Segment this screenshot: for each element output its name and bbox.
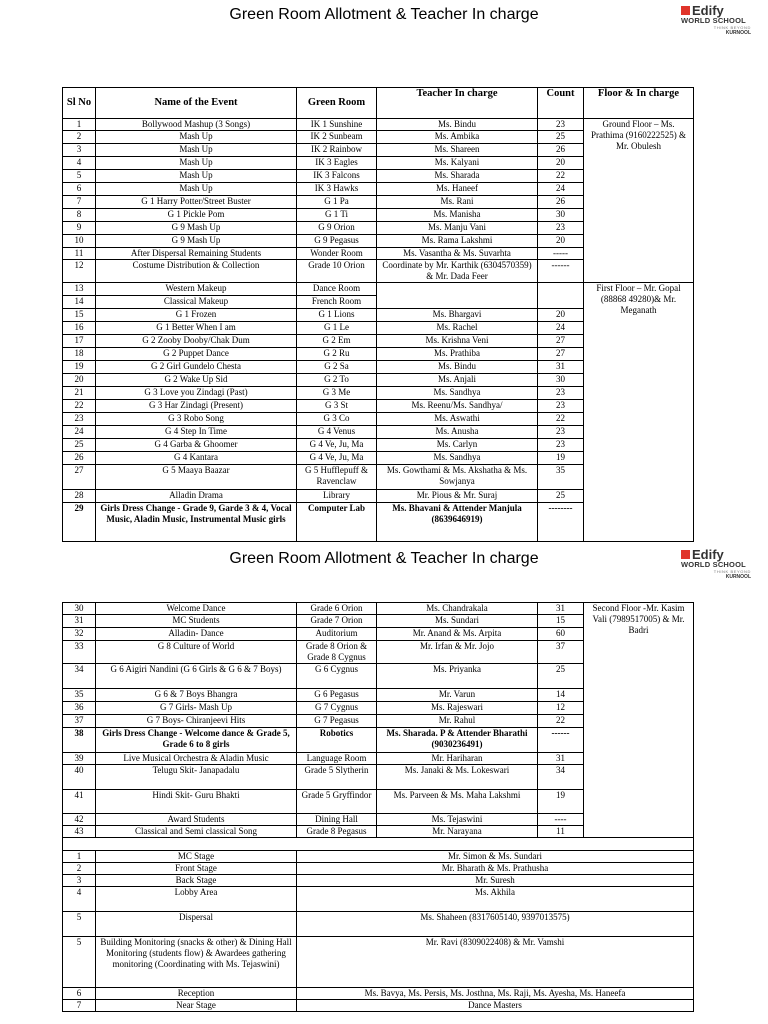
teacher-cell: Mr. Narayana bbox=[377, 826, 538, 838]
green-room-cell: Grade 7 Orion bbox=[297, 615, 377, 628]
event-name-cell: Classical Makeup bbox=[96, 296, 297, 309]
serial-number-cell: 41 bbox=[63, 790, 96, 814]
duty-area-cell: Back Stage bbox=[96, 875, 297, 887]
serial-number-cell: 11 bbox=[63, 248, 96, 260]
duty-row bbox=[63, 887, 694, 912]
count-cell: 30 bbox=[538, 374, 584, 387]
serial-number-cell: 21 bbox=[63, 387, 96, 400]
green-room-cell: G 1 Ti bbox=[297, 209, 377, 222]
green-room-cell: G 3 Me bbox=[297, 387, 377, 400]
serial-number-cell: 37 bbox=[63, 715, 96, 728]
count-cell: 34 bbox=[538, 765, 584, 790]
teacher-cell: Ms. Bhavani & Attender Manjula (8639646919) bbox=[377, 503, 538, 542]
green-room-cell: G 4 Ve, Ju, Ma bbox=[297, 452, 377, 465]
teacher-cell: Mr. Varun bbox=[377, 689, 538, 702]
count-cell: 23 bbox=[538, 222, 584, 235]
serial-number-cell: 34 bbox=[63, 664, 96, 689]
serial-number-cell: 5 bbox=[63, 912, 96, 937]
teacher-cell: Ms. Parveen & Ms. Maha Lakshmi bbox=[377, 790, 538, 814]
duty-staff-cell: Ms. Akhila bbox=[297, 887, 694, 912]
floor-incharge-cell: Ground Floor – Ms. Prathima (9160222525) & Mr. Obulesh bbox=[584, 119, 694, 283]
serial-number-cell: 16 bbox=[63, 322, 96, 335]
teacher-cell: Ms. Haneef bbox=[377, 183, 538, 196]
serial-number-cell: 7 bbox=[63, 1000, 96, 1012]
event-name-cell: Mash Up bbox=[96, 144, 297, 157]
serial-number-cell: 29 bbox=[63, 503, 96, 542]
teacher-cell: Ms. Sundari bbox=[377, 615, 538, 628]
floor-incharge-cell: First Floor – Mr. Gopal (88868 49280)& Mr. Meganath bbox=[584, 283, 694, 542]
green-room-cell: G 2 Sa bbox=[297, 361, 377, 374]
green-room-cell: Computer Lab bbox=[297, 503, 377, 542]
serial-number-cell: 42 bbox=[63, 814, 96, 826]
event-name-cell: G 2 Puppet Dance bbox=[96, 348, 297, 361]
event-name-cell: MC Students bbox=[96, 615, 297, 628]
serial-number-cell: 1 bbox=[63, 119, 96, 131]
serial-number-cell: 27 bbox=[63, 465, 96, 490]
duty-area-cell: Front Stage bbox=[96, 863, 297, 875]
teacher-cell: Ms. Manju Vani bbox=[377, 222, 538, 235]
event-name-cell: Mash Up bbox=[96, 183, 297, 196]
teacher-cell: Ms. Sandhya bbox=[377, 387, 538, 400]
green-room-cell: Grade 10 Orion bbox=[297, 260, 377, 283]
teacher-cell: Ms. Sharada bbox=[377, 170, 538, 183]
serial-number-cell: 23 bbox=[63, 413, 96, 426]
serial-number-cell: 4 bbox=[63, 887, 96, 912]
event-name-cell: Classical and Semi classical Song bbox=[96, 826, 297, 838]
column-header: Name of the Event bbox=[96, 88, 297, 119]
event-name-cell: Live Musical Orchestra & Aladin Music bbox=[96, 753, 297, 765]
teacher-cell: Ms. Priyanka bbox=[377, 664, 538, 689]
green-room-cell: IK 3 Eagles bbox=[297, 157, 377, 170]
count-cell: 26 bbox=[538, 144, 584, 157]
column-header: Sl No bbox=[63, 88, 96, 119]
teacher-cell: Ms. Kalyani bbox=[377, 157, 538, 170]
page-header-2 bbox=[0, 544, 768, 584]
duty-staff-cell: Ms. Shaheen (8317605140, 9397013575) bbox=[297, 912, 694, 937]
count-cell: 30 bbox=[538, 209, 584, 222]
teacher-cell: Ms. Manisha bbox=[377, 209, 538, 222]
duty-row bbox=[63, 851, 694, 863]
event-name-cell: Costume Distribution & Collection bbox=[96, 260, 297, 283]
edify-logo: Edify WORLD SCHOOL THINK BEYOND KURNOOL bbox=[681, 3, 751, 36]
event-name-cell: G 2 Wake Up Sid bbox=[96, 374, 297, 387]
duty-staff-cell: Mr. Ravi (8309022408) & Mr. Vamshi bbox=[297, 937, 694, 988]
teacher-cell: Ms. Bindu bbox=[377, 119, 538, 131]
column-header: Teacher In charge bbox=[377, 88, 538, 119]
event-name-cell: G 9 Mash Up bbox=[96, 222, 297, 235]
count-cell: 20 bbox=[538, 157, 584, 170]
green-room-cell: G 6 Pegasus bbox=[297, 689, 377, 702]
green-room-cell: IK 3 Hawks bbox=[297, 183, 377, 196]
spacer-cell bbox=[63, 838, 694, 851]
duty-staff-cell: Mr. Simon & Ms. Sundari bbox=[297, 851, 694, 863]
allotment-table-1 bbox=[62, 87, 694, 542]
green-room-cell: Grade 8 Pegasus bbox=[297, 826, 377, 838]
count-cell: 12 bbox=[538, 702, 584, 715]
serial-number-cell: 19 bbox=[63, 361, 96, 374]
green-room-cell: Auditorium bbox=[297, 628, 377, 641]
teacher-cell: Ms. Rachel bbox=[377, 322, 538, 335]
green-room-cell: G 1 Le bbox=[297, 322, 377, 335]
serial-number-cell: 28 bbox=[63, 490, 96, 503]
serial-number-cell: 12 bbox=[63, 260, 96, 283]
duty-staff-cell: Mr. Bharath & Ms. Prathusha bbox=[297, 863, 694, 875]
serial-number-cell: 6 bbox=[63, 183, 96, 196]
green-room-cell: IK 3 Falcons bbox=[297, 170, 377, 183]
teacher-cell: Mr. Irfan & Mr. Jojo bbox=[377, 641, 538, 664]
duty-staff-cell: Dance Masters bbox=[297, 1000, 694, 1012]
duty-row bbox=[63, 1000, 694, 1012]
teacher-cell: Ms. Vasantha & Ms. Suvarhta bbox=[377, 248, 538, 260]
serial-number-cell: 2 bbox=[63, 863, 96, 875]
green-room-cell: Library bbox=[297, 490, 377, 503]
count-cell: 22 bbox=[538, 170, 584, 183]
green-room-cell: G 2 Em bbox=[297, 335, 377, 348]
teacher-cell: Ms. Janaki & Ms. Lokeswari bbox=[377, 765, 538, 790]
serial-number-cell: 43 bbox=[63, 826, 96, 838]
event-name-cell: G 2 Girl Gundelo Chesta bbox=[96, 361, 297, 374]
teacher-cell: Mr. Hariharan bbox=[377, 753, 538, 765]
teacher-cell: Ms. Chandrakala bbox=[377, 603, 538, 615]
green-room-cell: G 4 Ve, Ju, Ma bbox=[297, 439, 377, 452]
green-room-cell: IK 1 Sunshine bbox=[297, 119, 377, 131]
serial-number-cell: 7 bbox=[63, 196, 96, 209]
count-cell: 24 bbox=[538, 322, 584, 335]
serial-number-cell: 14 bbox=[63, 296, 96, 309]
serial-number-cell: 10 bbox=[63, 235, 96, 248]
serial-number-cell: 17 bbox=[63, 335, 96, 348]
serial-number-cell: 20 bbox=[63, 374, 96, 387]
serial-number-cell: 3 bbox=[63, 144, 96, 157]
green-room-cell: IK 2 Rainbow bbox=[297, 144, 377, 157]
green-room-cell: G 9 Orion bbox=[297, 222, 377, 235]
event-name-cell: Girls Dress Change - Welcome dance & Grade 5, Grade 6 to 8 girls bbox=[96, 728, 297, 753]
event-name-cell: Western Makeup bbox=[96, 283, 297, 296]
green-room-cell: French Room bbox=[297, 296, 377, 309]
event-name-cell: G 7 Boys- Chiranjeevi Hits bbox=[96, 715, 297, 728]
count-cell: 35 bbox=[538, 465, 584, 490]
duty-area-cell: MC Stage bbox=[96, 851, 297, 863]
teacher-cell: Ms. Sharada. P & Attender Bharathi (9030236491) bbox=[377, 728, 538, 753]
serial-number-cell: 38 bbox=[63, 728, 96, 753]
edify-logo: Edify WORLD SCHOOL THINK BEYOND KURNOOL bbox=[681, 547, 751, 580]
event-name-cell: G 6 & 7 Boys Bhangra bbox=[96, 689, 297, 702]
duty-row bbox=[63, 937, 694, 988]
teacher-cell: Ms. Rani bbox=[377, 196, 538, 209]
teacher-cell: Ms. Ambika bbox=[377, 131, 538, 144]
count-cell: 20 bbox=[538, 235, 584, 248]
count-cell: 31 bbox=[538, 753, 584, 765]
event-name-cell: G 3 Robo Song bbox=[96, 413, 297, 426]
count-cell: 19 bbox=[538, 452, 584, 465]
count-cell: 25 bbox=[538, 490, 584, 503]
event-name-cell: Alladin- Dance bbox=[96, 628, 297, 641]
serial-number-cell: 35 bbox=[63, 689, 96, 702]
green-room-cell: Dance Room bbox=[297, 283, 377, 296]
teacher-cell: Ms. Anusha bbox=[377, 426, 538, 439]
event-name-cell: G 1 Frozen bbox=[96, 309, 297, 322]
duty-area-cell: Building Monitoring (snacks & other) & Dining Hall Monitoring (students flow) & Awardees gathering monitoring (Coordinating with Ms. Tejaswini) bbox=[96, 937, 297, 988]
event-name-cell: G 1 Pickle Pom bbox=[96, 209, 297, 222]
document-title: Green Room Allotment & Teacher In charge bbox=[229, 550, 539, 567]
count-cell: 23 bbox=[538, 387, 584, 400]
green-room-cell: G 2 To bbox=[297, 374, 377, 387]
count-cell: 31 bbox=[538, 361, 584, 374]
event-name-cell: Welcome Dance bbox=[96, 603, 297, 615]
allotment-table-2 bbox=[62, 602, 694, 1012]
table-header-row bbox=[63, 88, 694, 119]
table-row bbox=[63, 283, 694, 296]
serial-number-cell: 13 bbox=[63, 283, 96, 296]
event-name-cell: G 8 Culture of World bbox=[96, 641, 297, 664]
green-room-cell: G 7 Cygnus bbox=[297, 702, 377, 715]
serial-number-cell: 30 bbox=[63, 603, 96, 615]
event-name-cell: G 4 Garba & Ghoomer bbox=[96, 439, 297, 452]
count-cell: 22 bbox=[538, 715, 584, 728]
duty-area-cell: Near Stage bbox=[96, 1000, 297, 1012]
event-name-cell: G 1 Harry Potter/Street Buster bbox=[96, 196, 297, 209]
event-name-cell: After Dispersal Remaining Students bbox=[96, 248, 297, 260]
event-name-cell: Award Students bbox=[96, 814, 297, 826]
count-cell: 26 bbox=[538, 196, 584, 209]
serial-number-cell: 5 bbox=[63, 170, 96, 183]
serial-number-cell: 39 bbox=[63, 753, 96, 765]
event-name-cell: G 4 Step In Time bbox=[96, 426, 297, 439]
count-cell: 23 bbox=[538, 119, 584, 131]
green-room-cell: G 7 Pegasus bbox=[297, 715, 377, 728]
count-cell: -------- bbox=[538, 503, 584, 542]
count-cell bbox=[538, 283, 584, 309]
event-name-cell: G 7 Girls- Mash Up bbox=[96, 702, 297, 715]
event-name-cell: G 2 Zooby Dooby/Chak Dum bbox=[96, 335, 297, 348]
duty-row bbox=[63, 863, 694, 875]
teacher-cell: Ms. Shareen bbox=[377, 144, 538, 157]
event-name-cell: G 1 Better When I am bbox=[96, 322, 297, 335]
event-name-cell: G 6 Aigiri Nandini (G 6 Girls & G 6 & 7 Boys) bbox=[96, 664, 297, 689]
count-cell: ---- bbox=[538, 814, 584, 826]
count-cell: ------ bbox=[538, 728, 584, 753]
count-cell: ------ bbox=[538, 260, 584, 283]
count-cell: 15 bbox=[538, 615, 584, 628]
teacher-cell: Ms. Gowthami & Ms. Akshatha & Ms. Sowjanya bbox=[377, 465, 538, 490]
event-name-cell: Mash Up bbox=[96, 170, 297, 183]
count-cell: 24 bbox=[538, 183, 584, 196]
green-room-cell: G 5 Hufflepuff & Ravenclaw bbox=[297, 465, 377, 490]
count-cell: 11 bbox=[538, 826, 584, 838]
event-name-cell: Girls Dress Change - Grade 9, Garde 3 & 4, Vocal Music, Aladin Music, Instrumental Music girls bbox=[96, 503, 297, 542]
teacher-cell: Mr. Pious & Mr. Suraj bbox=[377, 490, 538, 503]
teacher-cell: Ms. Sandhya bbox=[377, 452, 538, 465]
logo-mark-icon bbox=[681, 6, 690, 15]
green-room-cell: G 9 Pegasus bbox=[297, 235, 377, 248]
green-room-cell: Grade 8 Orion & Grade 8 Cygnus bbox=[297, 641, 377, 664]
event-name-cell: Bollywood Mashup (3 Songs) bbox=[96, 119, 297, 131]
duty-area-cell: Dispersal bbox=[96, 912, 297, 937]
event-name-cell: Mash Up bbox=[96, 157, 297, 170]
serial-number-cell: 8 bbox=[63, 209, 96, 222]
column-header: Floor & In charge bbox=[584, 88, 694, 119]
serial-number-cell: 4 bbox=[63, 157, 96, 170]
count-cell: 14 bbox=[538, 689, 584, 702]
serial-number-cell: 15 bbox=[63, 309, 96, 322]
count-cell: 23 bbox=[538, 426, 584, 439]
teacher-cell: Ms. Carlyn bbox=[377, 439, 538, 452]
green-room-cell: G 3 Co bbox=[297, 413, 377, 426]
green-room-cell: G 1 Pa bbox=[297, 196, 377, 209]
logo-mark-icon bbox=[681, 550, 690, 559]
column-header: Count bbox=[538, 88, 584, 119]
count-cell: 60 bbox=[538, 628, 584, 641]
green-room-cell: Grade 6 Orion bbox=[297, 603, 377, 615]
teacher-cell: Ms. Rajeswari bbox=[377, 702, 538, 715]
green-room-cell: G 3 St bbox=[297, 400, 377, 413]
floor-incharge-cell: Second Floor -Mr. Kasim Vali (7989517005) & Mr. Badri bbox=[584, 603, 694, 838]
event-name-cell: Telugu Skit- Janapadalu bbox=[96, 765, 297, 790]
green-room-cell: G 2 Ru bbox=[297, 348, 377, 361]
green-room-cell: Grade 5 Gryffindor bbox=[297, 790, 377, 814]
green-room-cell: G 4 Venus bbox=[297, 426, 377, 439]
teacher-cell: Ms. Bhargavi bbox=[377, 309, 538, 322]
green-room-cell: Dining Hall bbox=[297, 814, 377, 826]
document-title: Green Room Allotment & Teacher In charge bbox=[229, 6, 539, 23]
duty-staff-cell: Ms. Bavya, Ms. Persis, Ms. Josthna, Ms. Raji, Ms. Ayesha, Ms. Haneefa bbox=[297, 988, 694, 1000]
teacher-cell: Coordinate by Mr. Karthik (6304570359) & Mr. Dada Feer bbox=[377, 260, 538, 283]
spacer-row bbox=[63, 838, 694, 851]
green-room-cell: Grade 5 Slytherin bbox=[297, 765, 377, 790]
duty-row bbox=[63, 912, 694, 937]
page-header-1 bbox=[0, 0, 768, 40]
count-cell: 31 bbox=[538, 603, 584, 615]
event-name-cell: G 9 Mash Up bbox=[96, 235, 297, 248]
count-cell: 27 bbox=[538, 348, 584, 361]
table-row bbox=[63, 603, 694, 615]
teacher-cell: Ms. Bindu bbox=[377, 361, 538, 374]
green-room-cell: IK 2 Sunbeam bbox=[297, 131, 377, 144]
column-header: Green Room bbox=[297, 88, 377, 119]
serial-number-cell: 26 bbox=[63, 452, 96, 465]
teacher-cell: Ms. Tejaswini bbox=[377, 814, 538, 826]
teacher-cell: Ms. Prathiba bbox=[377, 348, 538, 361]
count-cell: 25 bbox=[538, 664, 584, 689]
teacher-cell: Ms. Rama Lakshmi bbox=[377, 235, 538, 248]
count-cell: 20 bbox=[538, 309, 584, 322]
teacher-cell: Mr. Anand & Ms. Arpita bbox=[377, 628, 538, 641]
serial-number-cell: 33 bbox=[63, 641, 96, 664]
duty-row bbox=[63, 988, 694, 1000]
event-name-cell: G 3 Love you Zindagi (Past) bbox=[96, 387, 297, 400]
teacher-cell: Ms. Krishna Veni bbox=[377, 335, 538, 348]
count-cell: 23 bbox=[538, 439, 584, 452]
count-cell: 37 bbox=[538, 641, 584, 664]
count-cell: 23 bbox=[538, 400, 584, 413]
teacher-cell: Ms. Anjali bbox=[377, 374, 538, 387]
serial-number-cell: 3 bbox=[63, 875, 96, 887]
count-cell: 19 bbox=[538, 790, 584, 814]
table-row bbox=[63, 119, 694, 131]
serial-number-cell: 18 bbox=[63, 348, 96, 361]
serial-number-cell: 25 bbox=[63, 439, 96, 452]
green-room-cell: G 1 Lions bbox=[297, 309, 377, 322]
event-name-cell: Alladin Drama bbox=[96, 490, 297, 503]
serial-number-cell: 22 bbox=[63, 400, 96, 413]
serial-number-cell: 36 bbox=[63, 702, 96, 715]
event-name-cell: G 5 Maaya Baazar bbox=[96, 465, 297, 490]
duty-staff-cell: Mr. Suresh bbox=[297, 875, 694, 887]
count-cell: 25 bbox=[538, 131, 584, 144]
green-room-cell: G 6 Cygnus bbox=[297, 664, 377, 689]
serial-number-cell: 32 bbox=[63, 628, 96, 641]
event-name-cell: Mash Up bbox=[96, 131, 297, 144]
count-cell: ----- bbox=[538, 248, 584, 260]
count-cell: 27 bbox=[538, 335, 584, 348]
teacher-cell: Ms. Aswathi bbox=[377, 413, 538, 426]
teacher-cell: Mr. Rahul bbox=[377, 715, 538, 728]
serial-number-cell: 31 bbox=[63, 615, 96, 628]
green-room-cell: Language Room bbox=[297, 753, 377, 765]
serial-number-cell: 2 bbox=[63, 131, 96, 144]
event-name-cell: G 4 Kantara bbox=[96, 452, 297, 465]
serial-number-cell: 5 bbox=[63, 937, 96, 988]
serial-number-cell: 9 bbox=[63, 222, 96, 235]
count-cell: 22 bbox=[538, 413, 584, 426]
duty-row bbox=[63, 875, 694, 887]
green-room-cell: Robotics bbox=[297, 728, 377, 753]
duty-area-cell: Lobby Area bbox=[96, 887, 297, 912]
event-name-cell: G 3 Har Zindagi (Present) bbox=[96, 400, 297, 413]
green-room-cell: Wonder Room bbox=[297, 248, 377, 260]
event-name-cell: Hindi Skit- Guru Bhakti bbox=[96, 790, 297, 814]
duty-area-cell: Reception bbox=[96, 988, 297, 1000]
teacher-cell bbox=[377, 283, 538, 309]
teacher-cell: Ms. Reenu/Ms. Sandhya/ bbox=[377, 400, 538, 413]
serial-number-cell: 24 bbox=[63, 426, 96, 439]
serial-number-cell: 6 bbox=[63, 988, 96, 1000]
serial-number-cell: 1 bbox=[63, 851, 96, 863]
serial-number-cell: 40 bbox=[63, 765, 96, 790]
